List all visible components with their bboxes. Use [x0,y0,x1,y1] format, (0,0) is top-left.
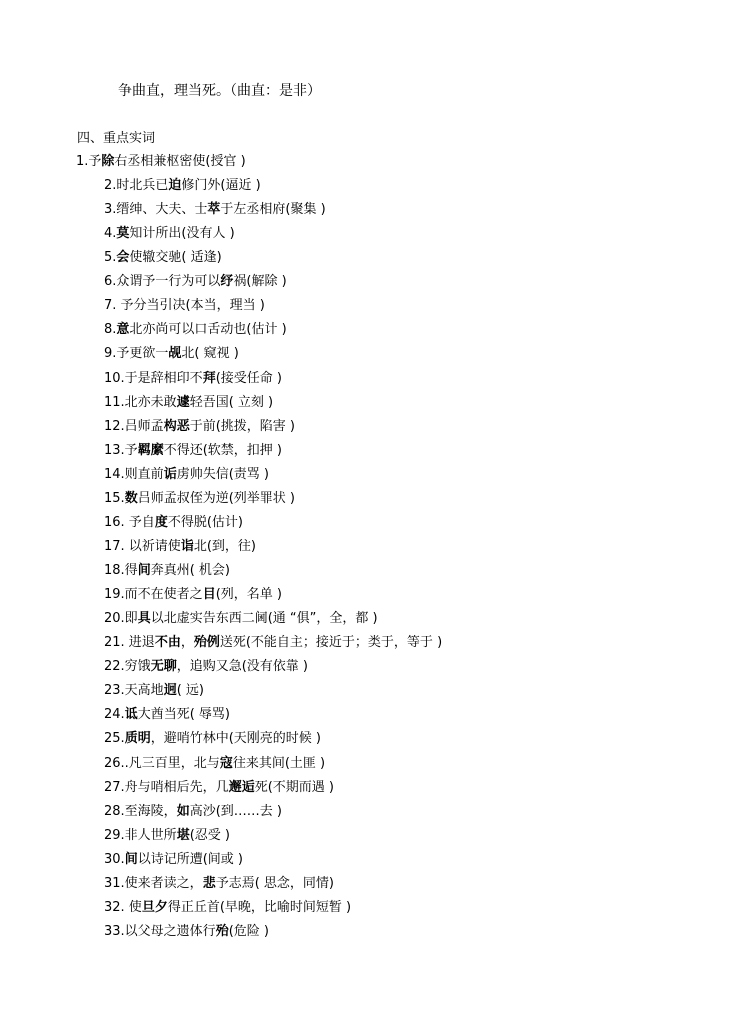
vocab-item [104,202,326,218]
key-word: 会 [116,250,130,266]
intro-line: 争曲直，理当死。（曲直：是非） [118,83,321,99]
key-word: 纾 [220,274,234,290]
vocab-item [104,924,269,940]
key-word: 如 [176,803,190,819]
item-text: (接受任命 ) [215,370,282,386]
vocab-item [104,563,230,579]
vocab-item [104,683,204,699]
key-word: 诣 [180,538,194,554]
item-text: 26..凡三百里，北与 [104,755,220,771]
vocab-item [76,154,246,170]
vocab-item [104,274,287,290]
item-text: 16. 予自 [104,514,155,530]
item-text: 33.以父母之遗体行 [104,923,216,939]
vocab-item [104,491,295,507]
item-text: ( 远) [176,683,204,699]
vocab-item [104,419,295,435]
item-text: 32. 使 [104,899,142,915]
vocab-item [104,804,282,820]
key-word: 萃 [207,202,221,218]
vocab-item [104,322,287,338]
item-text: 北亦尚可以口舌动也(估计 ) [129,322,287,338]
item-text: 于前(挑拨，陷害 ) [189,418,295,434]
vocab-item [104,587,282,603]
item-text: 不得脱(估计) [167,514,243,530]
vocab-item [104,298,265,314]
vocab-item [104,828,230,844]
key-word: 间 [137,563,151,579]
vocab-item [104,346,239,362]
item-text: 北(到，往) [193,538,256,554]
key-word: 旦夕 [141,899,168,915]
key-word: 数 [124,490,138,506]
key-word: 邂逅 [228,779,255,795]
key-word: 度 [154,514,168,530]
item-text: 20.即 [104,611,138,627]
item-text: 予志焉( 思念，同情) [215,875,334,891]
key-word: 羁縻 [137,442,164,458]
key-word: 莫 [116,226,130,242]
item-text: 3.缙绅、大夫、士 [104,202,208,218]
item-text: 2.时北兵已 [104,178,169,194]
key-word: 目 [202,587,216,603]
item-text: 9.予更欲一 [104,346,169,362]
item-text: 18.得 [104,563,138,579]
item-text: 23.天高地 [104,683,164,699]
item-text: 于左丞相府(聚集 ) [220,202,326,218]
vocab-item [104,900,351,916]
item-text: 25. [104,731,125,747]
key-word: 意 [116,322,130,338]
vocab-item [104,635,442,651]
key-word: 间 [124,851,138,867]
item-text: 祸(解除 ) [233,274,287,290]
key-word: 迥 [163,683,177,699]
item-text: 4. [104,226,117,242]
key-word: 寇 [219,755,233,771]
item-text: 19.而不在使者之 [104,587,203,603]
key-word: 迫 [168,178,182,194]
vocab-item [104,852,243,868]
item-text: (忍受 ) [189,827,230,843]
vocab-item [104,250,222,266]
key-word: 具 [137,611,151,627]
item-text: 虏帅失信(责骂 ) [176,466,269,482]
item-text: 27.舟与哨相后先，几 [104,779,229,795]
item-text: 22.穷饿 [104,659,151,675]
key-word: 构恶 [163,418,190,434]
item-text: 1.予 [76,154,102,169]
item-text: 得正丘首(早晚，比喻时间短暂 ) [167,899,352,915]
vocab-item [104,659,308,675]
key-word: 除 [101,154,115,169]
item-text: (危险 ) [228,923,269,939]
key-word: 觇 [168,346,182,362]
key-word: 拜 [202,370,216,386]
vocab-item [104,731,321,747]
item-text: 5. [104,250,117,266]
item-text: 奔真州( 机会) [150,563,230,579]
item-text: (列，名单 ) [215,587,282,603]
key-word: 遽 [176,394,190,410]
item-text: 14.则直前 [104,466,164,482]
vocab-item [104,395,273,411]
vocab-item [104,756,325,772]
item-text: 北( 窥视 ) [181,346,239,362]
vocab-item [104,443,282,459]
item-text: 往来其间(土匪 ) [232,755,326,771]
vocab-item [104,467,269,483]
vocab-item [104,876,334,892]
key-word: 悲 [202,875,216,891]
item-text: 15. [104,490,125,506]
item-text: 6.众谓予一行为可以 [104,274,221,290]
vocab-item [104,515,243,531]
item-text: 吕师孟叔侄为逆(列举罪状 ) [137,490,295,506]
vocab-item [104,707,230,723]
item-text: ， [180,635,194,651]
key-word: 无聊 [150,659,177,675]
item-text: 轻吾国( 立刻 ) [189,394,274,410]
key-word: 不由 [154,635,181,651]
item-text: 7. 予分当引决(本当，理当 ) [104,298,265,314]
vocab-item [104,611,378,627]
key-word: 殆 [215,923,229,939]
item-text: 24. [104,707,125,723]
item-text: 高沙(到……去 ) [189,803,282,819]
item-text: 死(不期而遇 ) [254,779,334,795]
item-text: 8. [104,322,117,338]
item-text: 30. [104,851,125,867]
vocab-item [104,226,235,242]
key-word: 堪 [176,827,190,843]
item-text: 12.吕师孟 [104,418,164,434]
item-text: 11.北亦未敢 [104,394,177,410]
item-text: 28.至海陵， [104,803,177,819]
item-text: 知计所出(没有人 ) [129,226,235,242]
key-word: 质明 [124,731,151,747]
key-word: 殆例 [193,635,220,651]
section-heading: 四、重点实词 [77,131,156,146]
item-text: ，避哨竹林中(天刚亮的时候 ) [150,731,321,747]
item-text: 右丞相兼枢密使(授官 ) [114,154,246,169]
item-text: 大酋当死( 辱骂) [137,707,230,723]
item-text: 送死(不能自主；接近于；类于，等于 ) [219,635,443,651]
item-text: 21. 进退 [104,635,155,651]
item-text: 以北虚实告东西二阃(通 “俱”，全，都 ) [150,611,378,627]
item-text: 17. 以祈请使 [104,538,181,554]
key-word: 诟 [163,466,177,482]
vocab-item [104,539,256,555]
item-text: 以诗记所遭(间或 ) [137,851,243,867]
item-text: 13.予 [104,442,138,458]
vocab-item [104,371,282,387]
item-text: 31.使来者读之， [104,875,203,891]
item-text: 使辙交驰( 适逢) [129,250,222,266]
vocab-item [104,780,334,796]
item-text: 修门外(逼近 ) [181,178,261,194]
item-text: 29.非人世所 [104,827,177,843]
key-word: 诋 [124,707,138,723]
item-text: 10.于是辞相印不 [104,370,203,386]
item-text: 不得还(软禁，扣押 ) [163,442,282,458]
vocab-item [104,178,261,194]
item-text: ，追购又急(没有依靠 ) [176,659,308,675]
